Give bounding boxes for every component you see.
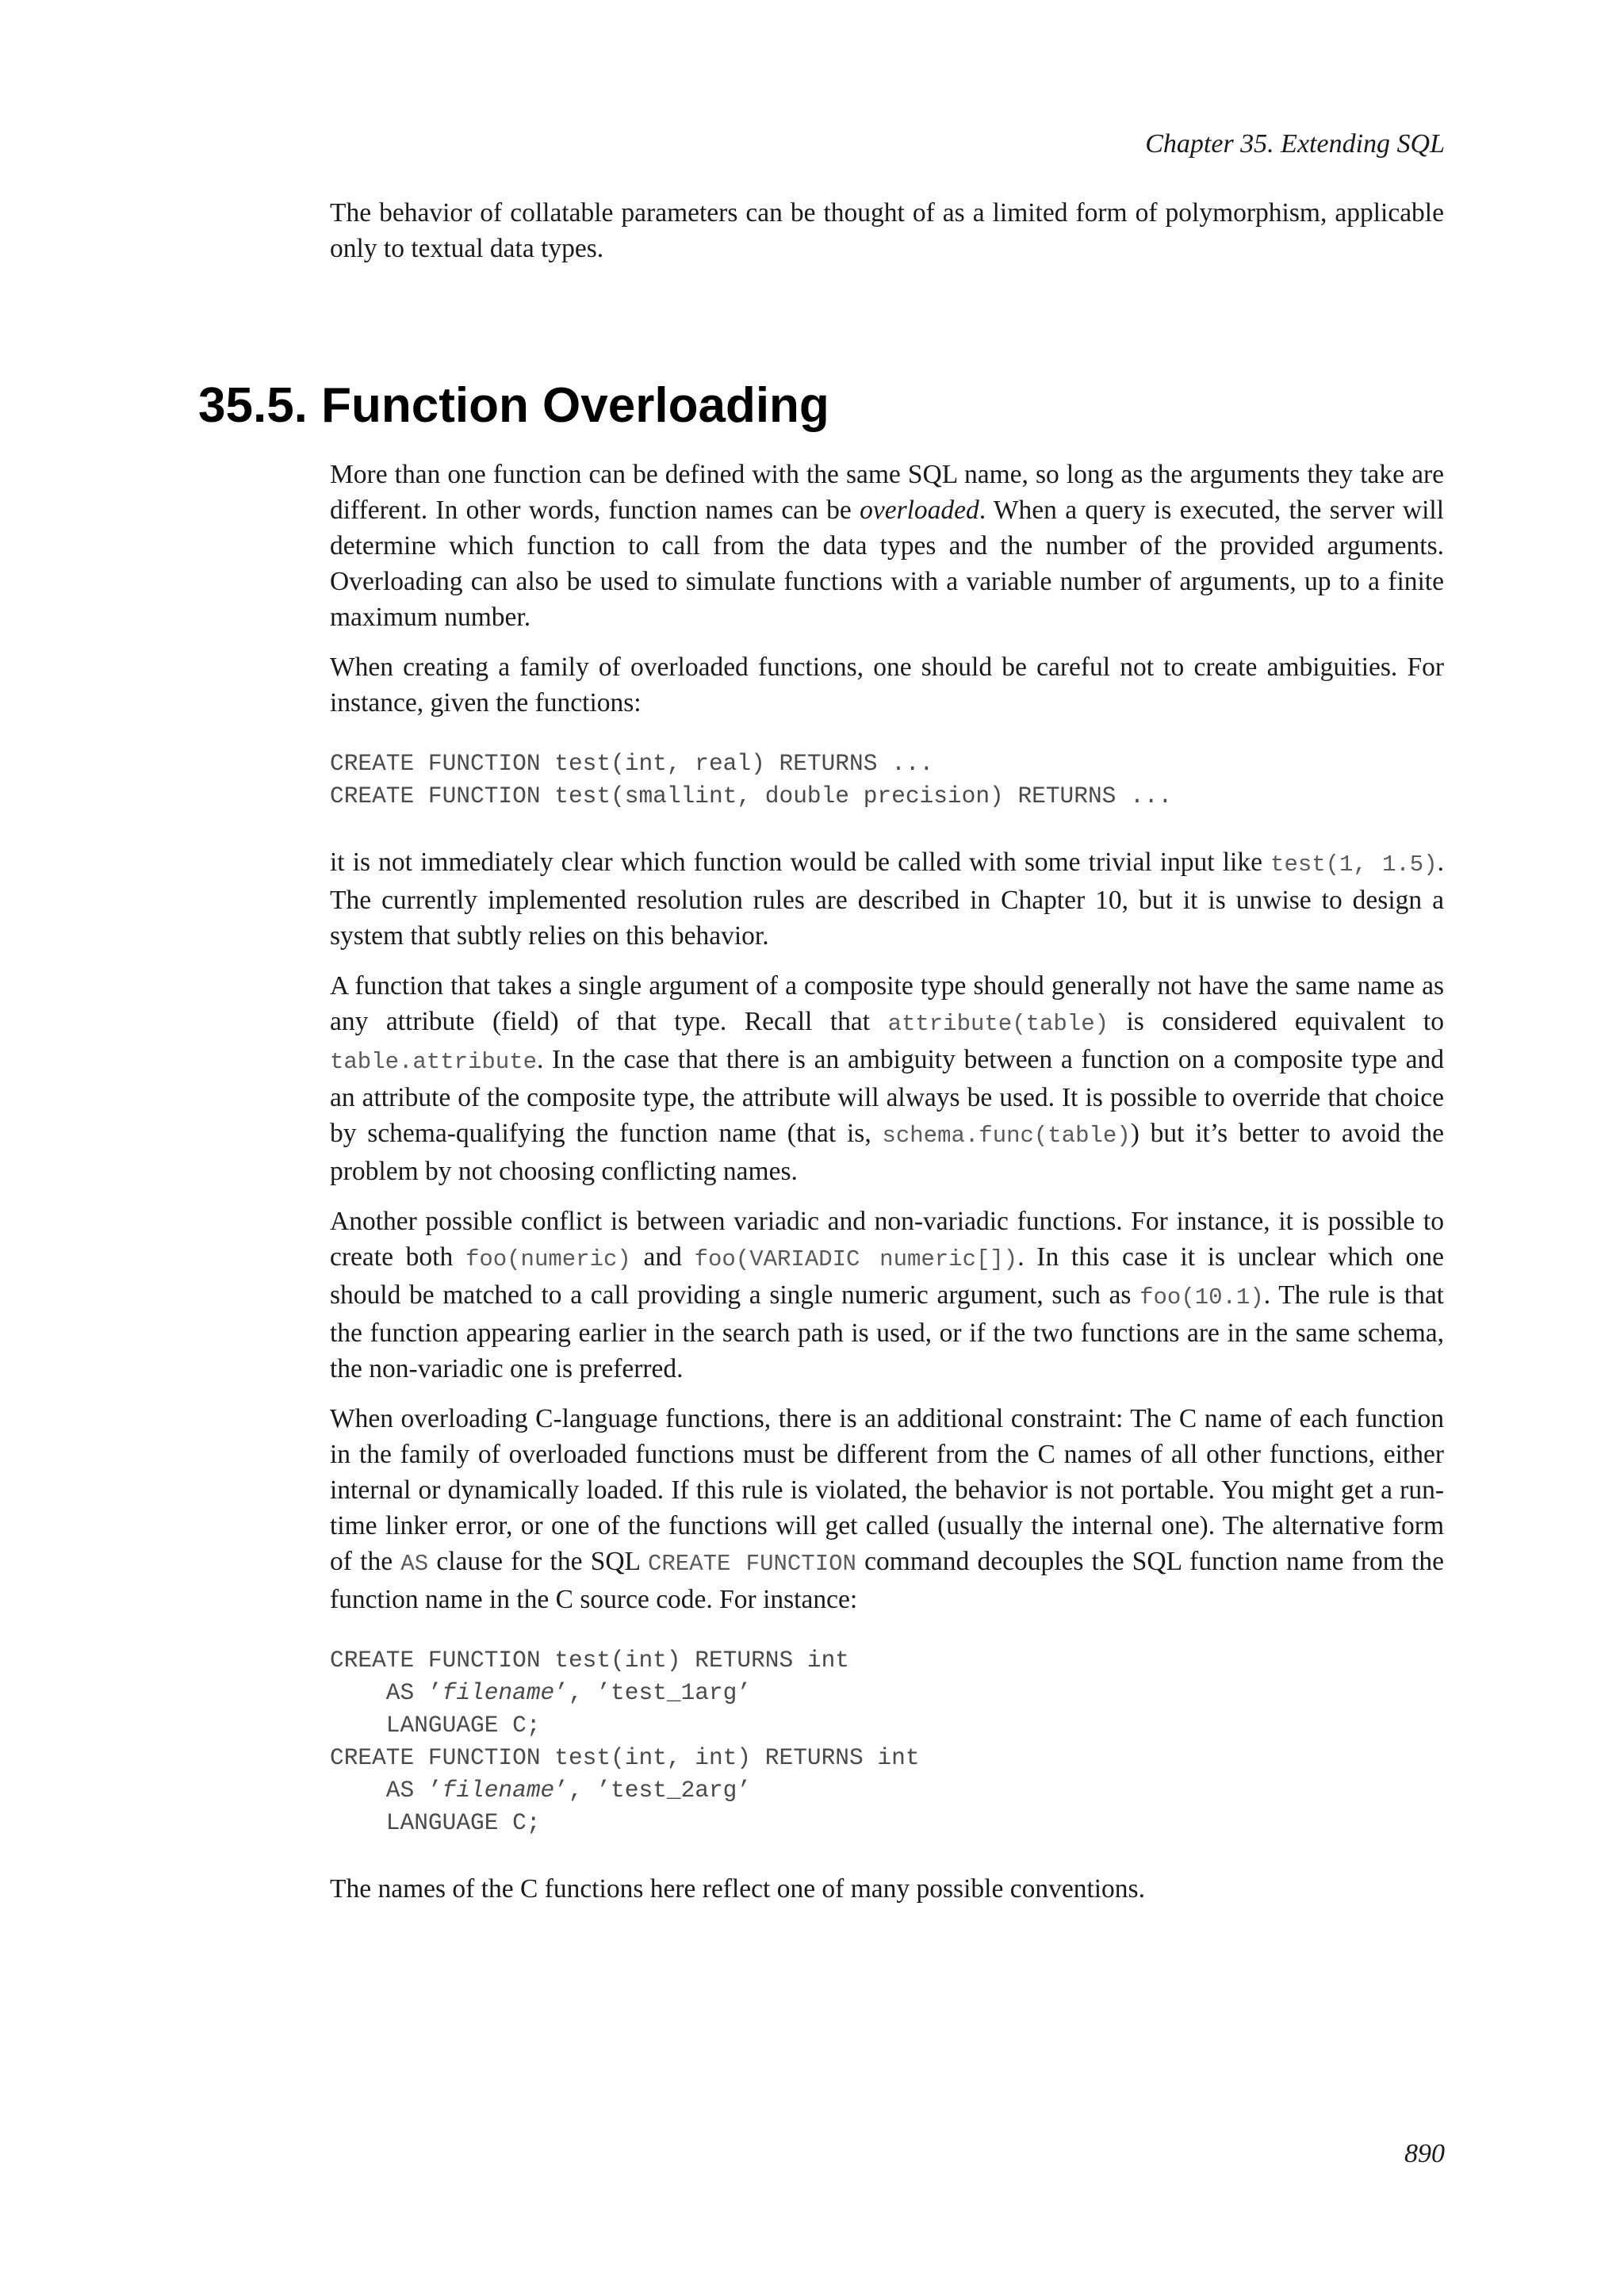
inline-code: attribute(table) (887, 1011, 1109, 1037)
code-line: AS ’ (330, 1777, 442, 1804)
inline-code: foo(10.1) (1139, 1284, 1264, 1311)
text-run: . In this case it is unclear which one should be matched to a call providing a single numeric argument, such as (330, 1242, 1445, 1310)
paragraph-ambiguities: When creating a family of overloaded functions, one should be careful not to create ambiguities. For instance, given the functions: (330, 652, 1444, 718)
intro-paragraph: The behavior of collatable parameters can be thought of as a limited form of polymorphism, applicable only to textual data types. (330, 198, 1444, 263)
paragraph-variadic-conflict (330, 1203, 1444, 1387)
code-placeholder: filename (442, 1777, 555, 1804)
code-line: CREATE FUNCTION test(smallint, double precision) RETURNS ... (330, 783, 1173, 809)
text-run: Another possible conflict is between variadic and non-variadic functions. For instance, it is possible to create both (330, 1207, 1444, 1272)
inline-code: table.attribute (330, 1049, 538, 1075)
inline-code: foo(VARIADIC numeric[]) (694, 1246, 1018, 1272)
text-run: . The currently implemented resolution rules are described in Chapter 10, but it is unwise to design a system that subtly relies on this behavior. (330, 848, 1444, 951)
text-run: . When a query is executed, the server will determine which function to call from the data types and the number of the provided arguments. Overloading can also be used to simulate functions with a variable number of arguments, up to a finite maximum number. (330, 496, 1444, 632)
code-line: LANGUAGE C; (330, 1809, 541, 1836)
inline-code: AS (400, 1551, 429, 1577)
code-block-c-functions (330, 1644, 1444, 1839)
code-line: LANGUAGE C; (330, 1712, 541, 1739)
text-run: . The rule is that the function appearing earlier in the search path is used, or if the two functions are in the same schema, the non-variadic one is preferred. (330, 1280, 1444, 1383)
page-number: 890 (1404, 2139, 1445, 2168)
text-run: More than one function can be defined with the same SQL name, so long as the arguments they take are different. In other words, function names can be (330, 460, 1444, 525)
section-body (330, 457, 1444, 1921)
code-placeholder: filename (442, 1679, 555, 1706)
text-run: clause for the SQL (428, 1547, 648, 1576)
text-run: When overloading C-language functions, there is an additional constraint: The C name of each function in the family of overloaded functions must be different from the C names of all other functions, either internal or dynamically loaded. If this rule is violated, the behavior is not portable. You might get a run-time linker error, or one of the functions will get called (usually the internal one). The alternative form of the (330, 1404, 1444, 1576)
paragraph-c-language (330, 1401, 1444, 1617)
inline-code: test(1, 1.5) (1270, 851, 1438, 878)
paragraph-conventions: The names of the C functions here reflect one of many possible conventions. (330, 1874, 1145, 1904)
inline-code: foo(numeric) (465, 1246, 631, 1272)
text-run: and (630, 1242, 695, 1272)
code-line: ’, ’test_1arg’ (554, 1679, 752, 1706)
text-run: command decouples the SQL function name from the function name in the C source code. For instance: (330, 1547, 1444, 1614)
paragraph-overloading-intro (330, 457, 1444, 635)
paragraph-composite-type (330, 968, 1444, 1189)
code-block-test-functions (330, 748, 1444, 813)
text-run: it is not immediately clear which function would be called with some trivial input like (330, 848, 1271, 877)
code-line: CREATE FUNCTION test(int, int) RETURNS int (330, 1744, 920, 1771)
text-run: A function that takes a single argument of a composite type should generally not have the same name as any attribute (field) of that type. Recall that (330, 971, 1444, 1036)
emphasis-overloaded: overloaded (860, 496, 979, 525)
text-run: ) but it’s better to avoid the problem by not choosing conflicting names. (330, 1119, 1444, 1186)
code-line: ’, ’test_2arg’ (554, 1777, 752, 1804)
code-line: AS ’ (330, 1679, 442, 1706)
inline-code: schema.func(table) (882, 1123, 1131, 1149)
paragraph-resolution-rules (330, 844, 1444, 954)
code-line: CREATE FUNCTION test(int) RETURNS int (330, 1647, 850, 1674)
code-line: CREATE FUNCTION test(int, real) RETURNS ... (330, 750, 934, 777)
text-run: is considered equivalent to (1109, 1007, 1444, 1036)
section-title: 35.5. Function Overloading (198, 378, 829, 433)
inline-code: CREATE FUNCTION (648, 1551, 856, 1577)
text-run: . In the case that there is an ambiguity between a function on a composite type and an attribute of the composite type, the attribute will always be used. It is possible to override that choice by schema-qualifying the function name (that is, (330, 1045, 1444, 1148)
running-header: Chapter 35. Extending SQL (1145, 129, 1445, 159)
intro-block (330, 195, 1444, 266)
